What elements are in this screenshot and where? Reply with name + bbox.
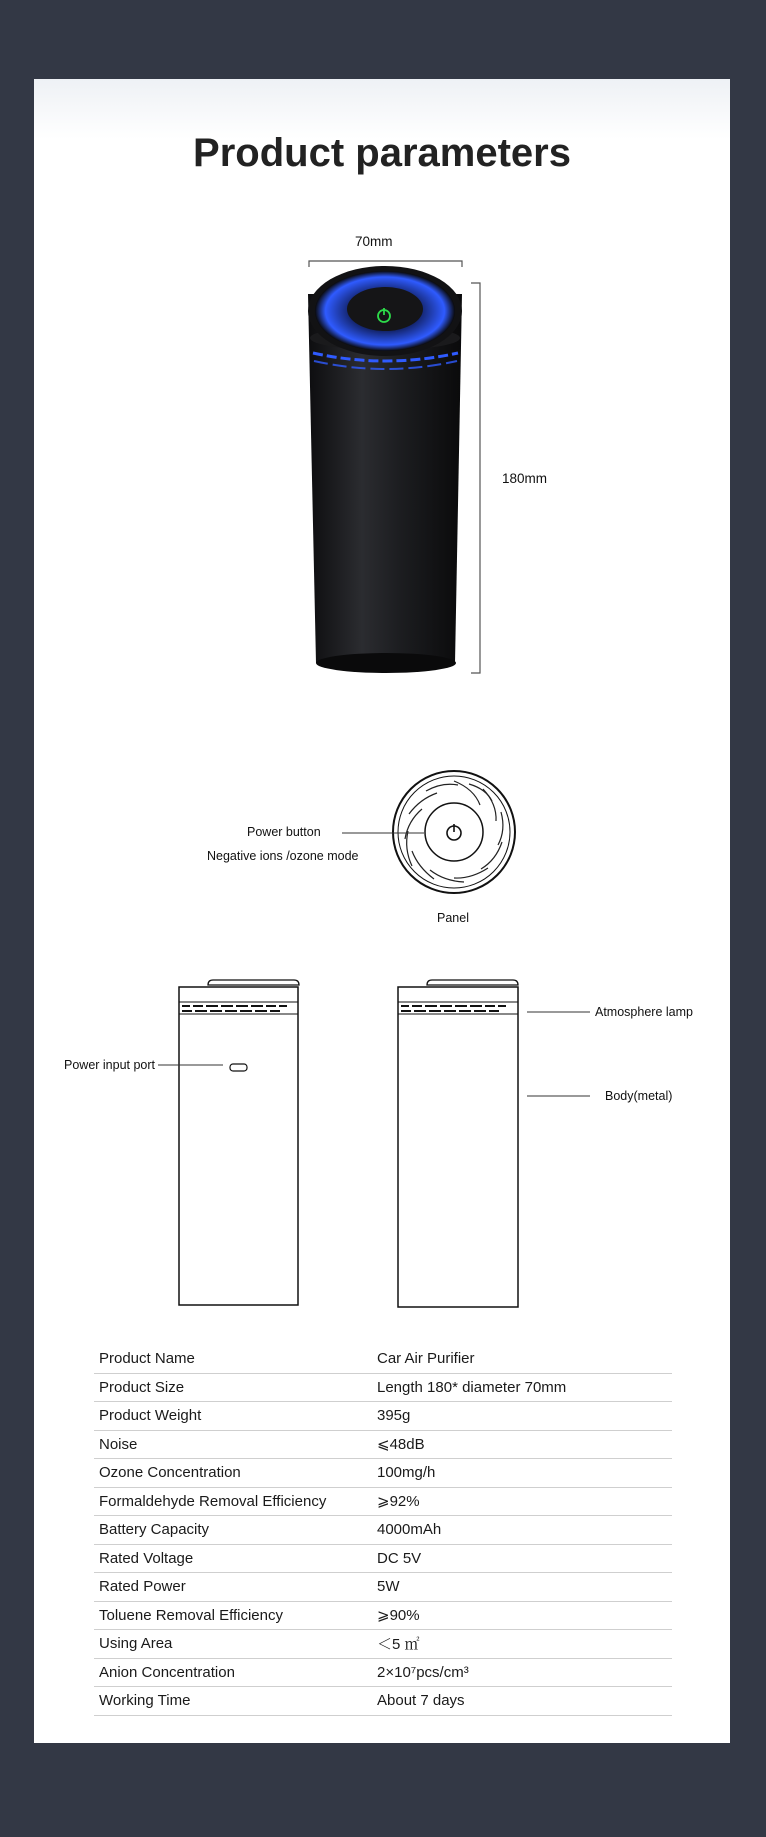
spec-name: Rated Voltage [94, 1544, 372, 1573]
atmosphere-lamp-label: Atmosphere lamp [595, 1005, 693, 1019]
spec-name: Product Size [94, 1373, 372, 1402]
spec-name: Using Area [94, 1630, 372, 1659]
table-row [94, 1402, 672, 1431]
table-row [94, 1459, 672, 1488]
table-row [94, 1487, 672, 1516]
table-row [94, 1345, 672, 1373]
table-row [94, 1544, 672, 1573]
page-title: Product parameters [193, 131, 571, 175]
table-row [94, 1516, 672, 1545]
spec-value: ⩾92% [372, 1487, 672, 1516]
side-view-diagrams [34, 79, 730, 1319]
table-row [94, 1430, 672, 1459]
spec-value: Car Air Purifier [372, 1345, 672, 1373]
mode-label: Negative ions /ozone mode [207, 849, 359, 863]
spec-value: 100mg/h [372, 1459, 672, 1488]
spec-name: Product Name [94, 1345, 372, 1373]
table-row [94, 1373, 672, 1402]
table-row [94, 1630, 672, 1659]
spec-value: 5W [372, 1573, 672, 1602]
table-row [94, 1687, 672, 1716]
table-row [94, 1601, 672, 1630]
body-label: Body(metal) [605, 1089, 673, 1103]
spec-value: ⩽48dB [372, 1430, 672, 1459]
spec-value: DC 5V [372, 1544, 672, 1573]
spec-name: Product Weight [94, 1402, 372, 1431]
spec-value: 4000mAh [372, 1516, 672, 1545]
spec-value: ＜5 ㎡ [372, 1630, 672, 1659]
spec-name: Anion Concentration [94, 1658, 372, 1687]
spec-value: ⩾90% [372, 1601, 672, 1630]
product-card [34, 79, 730, 1743]
power-input-port-label: Power input port [64, 1058, 156, 1072]
panel-caption: Panel [437, 911, 469, 925]
table-row [94, 1658, 672, 1687]
spec-name: Ozone Concentration [94, 1459, 372, 1488]
spec-name: Formaldehyde Removal Efficiency [94, 1487, 372, 1516]
spec-value: 2×10⁷pcs/cm³ [372, 1658, 672, 1687]
power-button-label: Power button [247, 825, 321, 839]
spec-value: Length 180* diameter 70mm [372, 1373, 672, 1402]
height-dimension-label: 180mm [502, 471, 548, 486]
spec-name: Toluene Removal Efficiency [94, 1601, 372, 1630]
table-row [94, 1573, 672, 1602]
width-dimension-label: 70mm [355, 234, 393, 249]
spec-value: 395g [372, 1402, 672, 1431]
spec-name: Working Time [94, 1687, 372, 1716]
spec-table [94, 1345, 672, 1716]
spec-name: Battery Capacity [94, 1516, 372, 1545]
spec-value: About 7 days [372, 1687, 672, 1716]
spec-name: Rated Power [94, 1573, 372, 1602]
spec-name: Noise [94, 1430, 372, 1459]
